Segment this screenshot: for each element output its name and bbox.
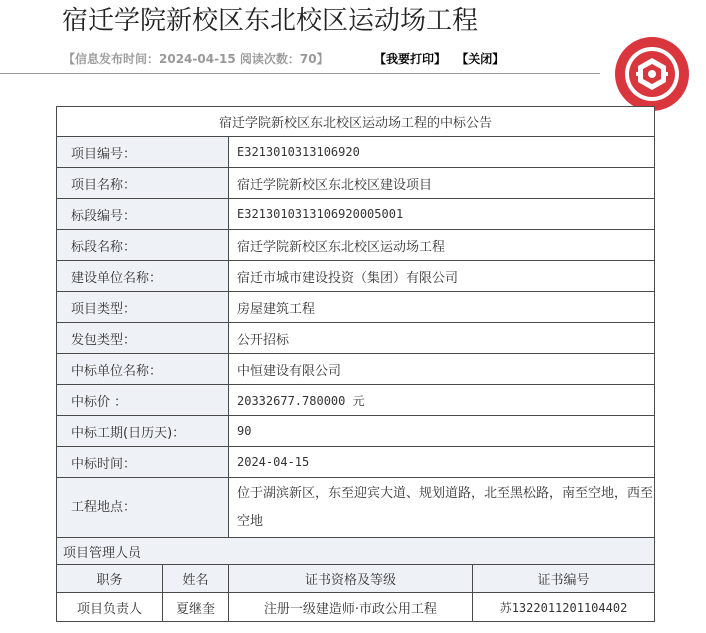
field-label: 标段编号： bbox=[57, 199, 229, 230]
print-link[interactable]: 【我要打印】 bbox=[374, 52, 447, 66]
field-value: 宿迁学院新校区东北校区建设项目 bbox=[229, 168, 655, 199]
page-title: 宿迁学院新校区东北校区运动场工程 bbox=[62, 6, 479, 36]
field-row-section-name bbox=[57, 230, 655, 261]
column-header: 证书资格及等级 bbox=[229, 565, 473, 593]
field-label: 项目类型： bbox=[57, 292, 229, 323]
field-label: 中标价 ： bbox=[57, 385, 229, 416]
table-cell: 苏1322011201104402 bbox=[473, 593, 655, 622]
table-cell: 夏继奎 bbox=[163, 593, 229, 622]
field-value: E3213010313106920 bbox=[229, 137, 655, 168]
field-value: 宿迁学院新校区东北校区运动场工程 bbox=[229, 230, 655, 261]
field-label: 项目名称： bbox=[57, 168, 229, 199]
field-label: 中标时间： bbox=[57, 447, 229, 478]
table-cell: 注册一级建造师·市政公用工程 bbox=[229, 593, 473, 622]
field-label: 发包类型： bbox=[57, 323, 229, 354]
field-value: 公开招标 bbox=[229, 323, 655, 354]
field-value: 2024-04-15 bbox=[229, 447, 655, 478]
field-row-duration bbox=[57, 416, 655, 447]
field-row-project-name bbox=[57, 168, 655, 199]
personnel-section-title: 项目管理人员 bbox=[57, 538, 655, 565]
field-value: 房屋建筑工程 bbox=[229, 292, 655, 323]
field-row-project-type bbox=[57, 292, 655, 323]
field-value: 90 bbox=[229, 416, 655, 447]
seal-logo-icon bbox=[612, 34, 692, 114]
field-label: 中标工期(日历天)： bbox=[57, 416, 229, 447]
field-row-location bbox=[57, 478, 655, 538]
field-value: E3213010313106920005001 bbox=[229, 199, 655, 230]
column-header: 证书编号 bbox=[473, 565, 655, 593]
field-row-contract-type bbox=[57, 323, 655, 354]
notice-title: 宿迁学院新校区东北校区运动场工程的中标公告 bbox=[57, 107, 655, 137]
personnel-header-row bbox=[57, 565, 655, 593]
field-row-section-no bbox=[57, 199, 655, 230]
field-value: 宿迁市城市建设投资（集团）有限公司 bbox=[229, 261, 655, 292]
award-notice-table bbox=[56, 106, 655, 622]
field-label: 中标单位名称： bbox=[57, 354, 229, 385]
notice-title-row bbox=[57, 107, 655, 137]
column-header: 职务 bbox=[57, 565, 163, 593]
column-header: 姓名 bbox=[163, 565, 229, 593]
field-label: 建设单位名称： bbox=[57, 261, 229, 292]
personnel-section-row bbox=[57, 538, 655, 565]
field-label: 项目编号： bbox=[57, 137, 229, 168]
meta-bar bbox=[0, 44, 600, 74]
meta-actions bbox=[374, 51, 510, 67]
field-label: 标段名称： bbox=[57, 230, 229, 261]
field-value: 位于湖滨新区，东至迎宾大道、规划道路，北至黑松路，南至空地，西至空地 bbox=[229, 478, 655, 538]
close-link[interactable]: 【关闭】 bbox=[456, 52, 505, 66]
field-label: 工程地点： bbox=[57, 478, 229, 538]
field-row-builder bbox=[57, 261, 655, 292]
field-row-winner bbox=[57, 354, 655, 385]
field-row-price bbox=[57, 385, 655, 416]
table-row bbox=[57, 593, 655, 622]
publish-meta-info: 【信息发布时间：2024-04-15 阅读次数：70】 bbox=[63, 52, 329, 66]
field-row-project-no bbox=[57, 137, 655, 168]
field-row-award-date bbox=[57, 447, 655, 478]
field-value: 中恒建设有限公司 bbox=[229, 354, 655, 385]
table-cell: 项目负责人 bbox=[57, 593, 163, 622]
field-value: 20332677.780000 元 bbox=[229, 385, 655, 416]
